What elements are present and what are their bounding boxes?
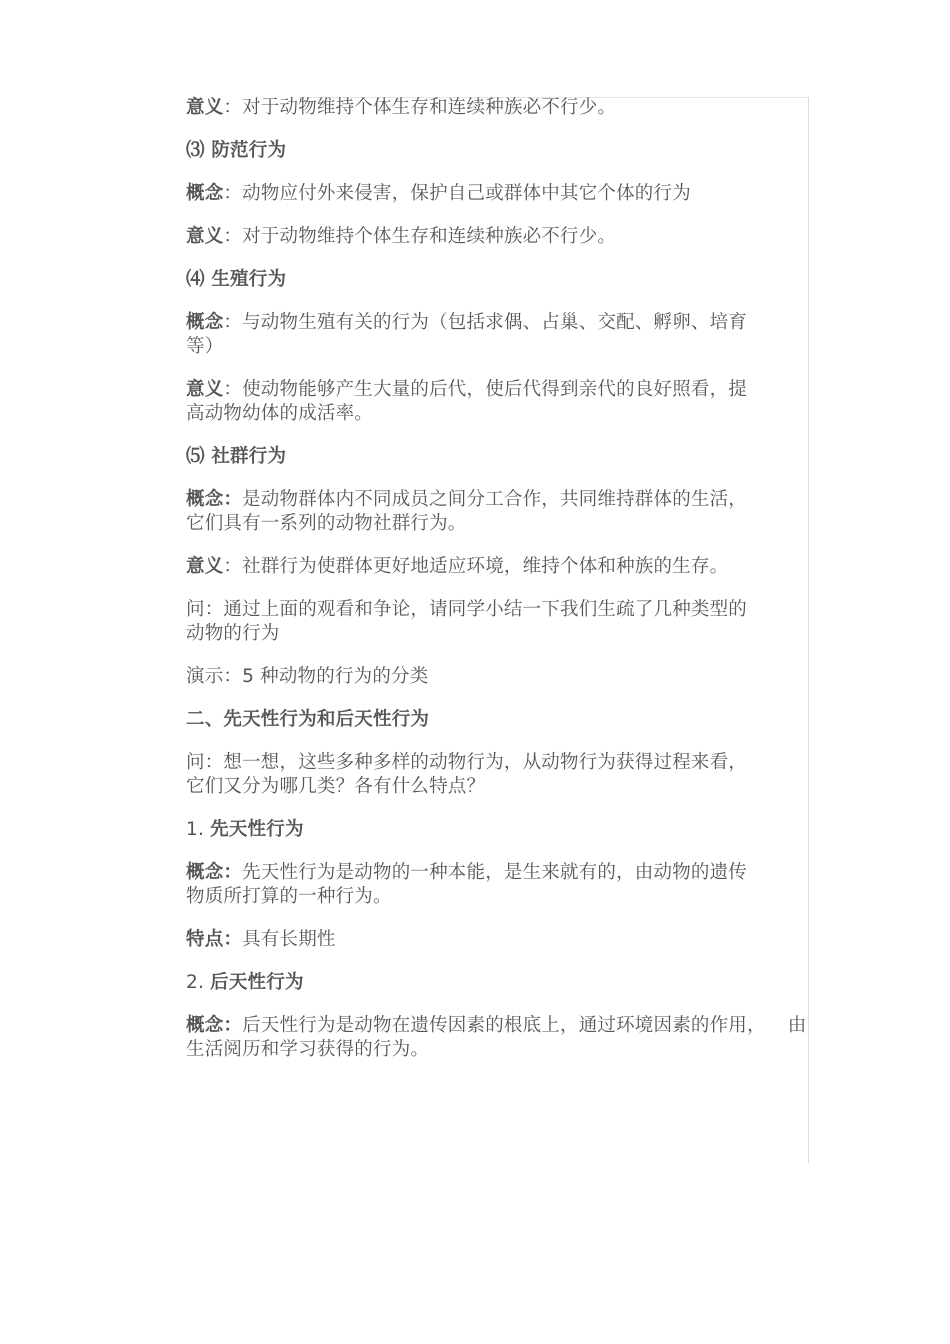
paragraph-text-line-2: 物质所打算的一种行为。 bbox=[186, 886, 392, 907]
label-concept: 概念： bbox=[186, 489, 243, 510]
label-concept: 概念 bbox=[186, 183, 224, 204]
label-concept: 概念 bbox=[186, 312, 224, 333]
subheading-number: 2. bbox=[186, 972, 211, 993]
paragraph-significance: 意义：对于动物维持个体生存和连续种族必不行少。 bbox=[186, 97, 617, 118]
document-body bbox=[186, 96, 816, 1081]
paragraph-text: 对于动物维持个体生存和连续种族必不行少。 bbox=[242, 226, 617, 247]
label-significance: 意义 bbox=[186, 97, 224, 118]
paragraph-text: 对于动物维持个体生存和连续种族必不行少。 bbox=[242, 97, 617, 118]
paragraph-text-line-2: 等） bbox=[186, 336, 224, 357]
paragraph-significance: 意义：使动物能够产生大量的后代，使后代得到亲代的良好照看，提 高动物幼体的成活率。 bbox=[186, 379, 748, 424]
paragraph-text-line-2: 它们又分为哪几类？各有什么特点？ bbox=[186, 776, 486, 797]
label-concept: 概念： bbox=[186, 862, 243, 883]
label-significance: 意义 bbox=[186, 226, 224, 247]
paragraph-text: 社群行为使群体更好地适应环境，维持个体和种族的生存。 bbox=[242, 556, 729, 577]
subheading-learned-behavior bbox=[186, 971, 816, 995]
paragraph-text-line-2: 高动物幼体的成活率。 bbox=[186, 403, 374, 424]
demo-paragraph: 演示：5 种动物的行为的分类 bbox=[186, 666, 429, 687]
subheading-title: 后天性行为 bbox=[210, 972, 304, 993]
label-significance: 意义 bbox=[186, 556, 224, 577]
paragraph-text-line-2: 生活阅历和学习获得的行为。 bbox=[186, 1039, 430, 1060]
label-characteristics: 特点： bbox=[186, 929, 243, 950]
paragraph-text-line-1: 使动物能够产生大量的后代，使后代得到亲代的良好照看，提 bbox=[242, 379, 748, 400]
heading-reproductive-behavior: ⑷ 生殖行为 bbox=[186, 269, 287, 290]
paragraph-significance: 意义：对于动物维持个体生存和连续种族必不行少。 bbox=[186, 226, 617, 247]
paragraph-concept bbox=[186, 1014, 816, 1062]
paragraph-text: 动物应付外来侵害，保护自己或群体中其它个体的行为 bbox=[242, 183, 691, 204]
paragraph-concept bbox=[186, 488, 816, 536]
subheading-title: 先天性行为 bbox=[210, 819, 304, 840]
label-concept: 概念： bbox=[186, 1015, 243, 1036]
paragraph-text-line-1: 是动物群体内不同成员之间分工合作，共同维持群体的生活， bbox=[242, 489, 748, 510]
paragraph-text-tail: 由 bbox=[787, 1015, 807, 1036]
paragraph-text-line-2: 动物的行为 bbox=[186, 623, 280, 644]
paragraph-text-line-1: 与动物生殖有关的行为（包括求偶、占巢、交配、孵卵、培育 bbox=[242, 312, 748, 333]
paragraph-text-line-1: 后天性行为是动物在遗传因素的根底上，通过环境因素的作用， bbox=[242, 1015, 766, 1036]
question-paragraph bbox=[186, 598, 816, 646]
paragraph-concept bbox=[186, 861, 816, 909]
paragraph-significance: 意义：社群行为使群体更好地适应环境，维持个体和种族的生存。 bbox=[186, 556, 729, 577]
paragraph-text-line-1: 先天性行为是动物的一种本能，是生来就有的，由动物的遗传 bbox=[242, 862, 748, 883]
section-heading-innate-and-learned: 二、先天性行为和后天性行为 bbox=[186, 709, 430, 730]
paragraph-text-line-1: 问：想一想，这些多种多样的动物行为，从动物行为获得过程来看， bbox=[186, 752, 748, 773]
paragraph-characteristics bbox=[186, 928, 816, 952]
paragraph-concept: 概念：与动物生殖有关的行为（包括求偶、占巢、交配、孵卵、培育 等） bbox=[186, 312, 748, 357]
question-paragraph bbox=[186, 751, 816, 799]
paragraph-concept: 概念：动物应付外来侵害，保护自己或群体中其它个体的行为 bbox=[186, 183, 691, 204]
paragraph-text: 具有长期性 bbox=[242, 929, 336, 950]
heading-defensive-behavior: ⑶ 防范行为 bbox=[186, 140, 287, 161]
subheading-number: 1. bbox=[186, 819, 211, 840]
label-significance: 意义 bbox=[186, 379, 224, 400]
paragraph-text-line-2: 它们具有一系列的动物社群行为。 bbox=[186, 513, 467, 534]
paragraph-text-line-1: 问：通过上面的观看和争论，请同学小结一下我们生疏了几种类型的 bbox=[186, 599, 748, 620]
heading-social-behavior: ⑸ 社群行为 bbox=[186, 446, 287, 467]
subheading-innate-behavior bbox=[186, 818, 816, 842]
